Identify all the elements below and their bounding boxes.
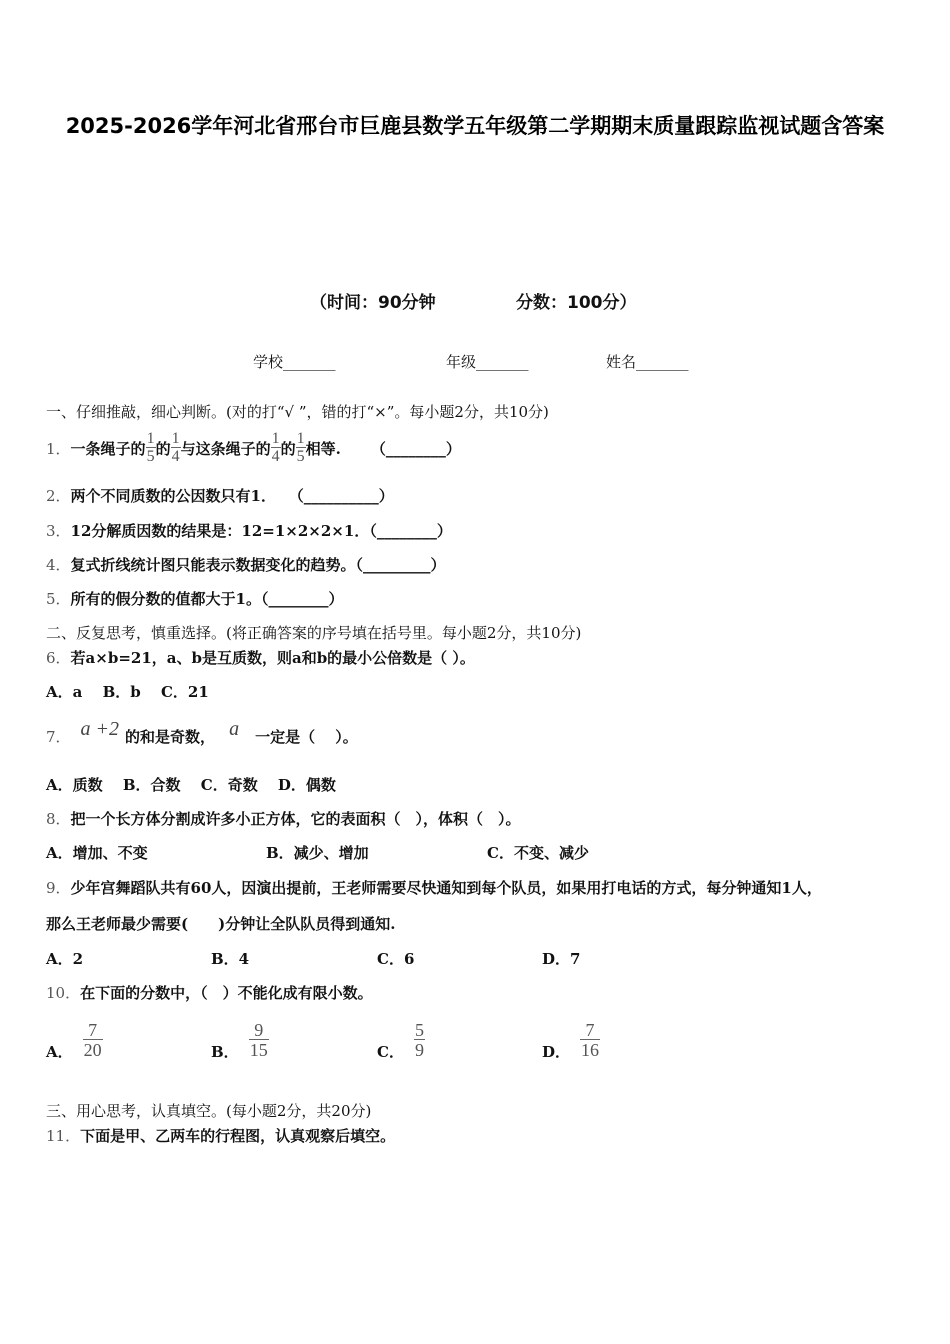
q10-option-b-fraction: $\frac{9}{15}$ (249, 1020, 268, 1060)
q7-options: A．质数 B．合数 C．奇数 D．偶数 (46, 776, 336, 794)
q7-variable: a (229, 717, 240, 740)
q7-number: 7． (46, 727, 71, 746)
exam-score: 分数：100分） (516, 293, 637, 313)
q7-expression: a +2 (80, 717, 120, 740)
q1-fraction-3: $\frac{1}{4}$ (271, 430, 280, 465)
q10-option-c-label: C． (377, 1042, 404, 1061)
section2-heading: 二、反复思考，慎重选择。(将正确答案的序号填在括号里。每小题2分，共10分) (46, 624, 582, 642)
q8-option-a: A．增加、不变 (46, 844, 148, 862)
question-9 (46, 877, 822, 898)
page-title: 2025-2026学年河北省邢台市巨鹿县数学五年级第二学期期末质量跟踪监视试题含答案 (65, 114, 885, 138)
section3-heading: 三、用心思考，认真填空。(每小题2分，共20分) (46, 1102, 372, 1120)
q9-line-2: 那么王老师最少需要( )分钟让全队队员得到通知. (46, 915, 396, 933)
q1-text-3: 与这条绳子的 (180, 439, 271, 458)
q8-option-b: B．减少、增加 (266, 844, 369, 862)
q1-text-5: 相等. (305, 439, 341, 458)
q10-option-d (542, 1015, 600, 1065)
question-3 (46, 520, 452, 541)
grade-field: 年级_______ (446, 353, 529, 371)
q7-text-1: 的和是奇数， (125, 727, 216, 746)
q9-line-1: 少年宫舞蹈队共有60人，因演出提前，王老师需要尽快通知到每个队员，如果用打电话的方式，每分钟通知1人， (70, 879, 822, 897)
q1-fraction-4: $\frac{1}{5}$ (296, 430, 305, 465)
q1-number: 1． (46, 439, 71, 458)
q10-option-b (211, 1015, 269, 1065)
q8-option-c: C．不变、减少 (487, 844, 589, 862)
q10-option-d-fraction: $\frac{7}{16}$ (581, 1020, 600, 1060)
q10-number: 10． (46, 984, 81, 1002)
q10-option-c-fraction: $\frac{5}{9}$ (414, 1020, 424, 1060)
q9-option-a: A．2 (46, 950, 84, 968)
q9-option-c: C．6 (377, 950, 415, 968)
q7-text-2: 一定是（ ）。 (255, 727, 358, 746)
question-6 (46, 647, 475, 668)
q2-text: 两个不同质数的公因数只有1． （__________） (70, 487, 394, 505)
q11-text: 下面是甲、乙两车的行程图，认真观察后填空。 (80, 1127, 396, 1145)
q5-text: 所有的假分数的值都大于1。（________） (70, 590, 344, 608)
q1-fraction-1: $\frac{1}{5}$ (146, 430, 155, 465)
q9-option-d: D．7 (542, 950, 581, 968)
q3-number: 3． (46, 522, 71, 540)
q1-text-4: 的 (280, 439, 296, 458)
section1-heading: 一、仔细推敲，细心判断。(对的打“√ ”，错的打“×”。每小题2分，共10分) (46, 403, 549, 421)
question-7 (46, 712, 358, 760)
q1-text-1: 一条绳子的 (70, 439, 146, 458)
q8-text: 把一个长方体分割成许多小正方体，它的表面积（ ），体积（ ）。 (70, 810, 521, 828)
q1-answer-blank[interactable]: （________） (370, 439, 461, 458)
question-4 (46, 554, 446, 575)
q6-options: A．a B．b C．21 (46, 683, 209, 701)
q10-option-d-label: D． (542, 1042, 571, 1061)
q6-number: 6． (46, 649, 71, 667)
q10-option-a-fraction: $\frac{7}{20}$ (83, 1020, 102, 1060)
q6-text: 若a×b=21，a、b是互质数，则a和b的最小公倍数是（ ）。 (70, 649, 475, 667)
q10-option-b-label: B． (211, 1042, 239, 1061)
school-field: 学校_______ (253, 353, 336, 371)
q9-option-b: B．4 (211, 950, 250, 968)
question-1 (46, 423, 461, 473)
question-8 (46, 808, 521, 829)
q1-fraction-2: $\frac{1}{4}$ (171, 430, 180, 465)
q2-number: 2． (46, 487, 71, 505)
name-field: 姓名_______ (606, 353, 689, 371)
q1-text-2: 的 (155, 439, 171, 458)
q3-text: 12分解质因数的结果是：12=1×2×2×1．（________） (70, 522, 452, 540)
question-2 (46, 485, 394, 506)
q4-text: 复式折线统计图只能表示数据变化的趋势。（_________） (70, 556, 446, 574)
q5-number: 5． (46, 590, 71, 608)
q10-text: 在下面的分数中，（ ）不能化成有限小数。 (80, 984, 373, 1002)
q10-option-a (46, 1015, 103, 1065)
question-11 (46, 1125, 395, 1146)
exam-time: （时间：90分钟 (310, 293, 436, 313)
q4-number: 4． (46, 556, 71, 574)
question-5 (46, 588, 344, 609)
q10-option-a-label: A． (46, 1042, 73, 1061)
q10-option-c (377, 1015, 425, 1065)
q9-number: 9． (46, 879, 71, 897)
q11-number: 11． (46, 1127, 81, 1145)
question-10 (46, 982, 373, 1003)
q8-number: 8． (46, 810, 71, 828)
